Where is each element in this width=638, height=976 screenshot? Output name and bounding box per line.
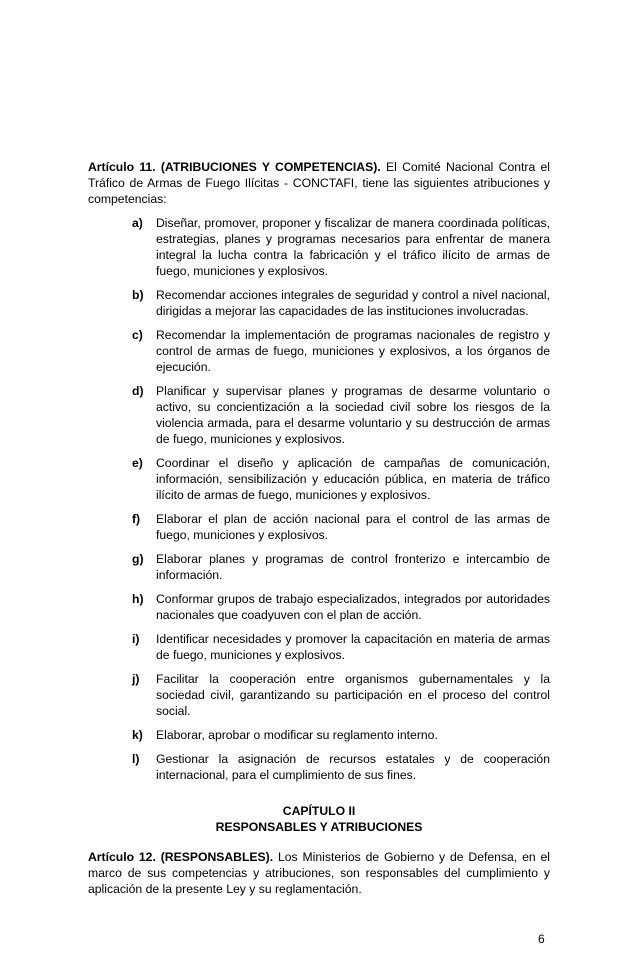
list-item	[88, 287, 550, 319]
article-12-heading: Artículo 12. (RESPONSABLES).	[88, 850, 274, 864]
item-text: Elaborar, aprobar o modificar su reglamento interno.	[156, 728, 438, 742]
list-item	[88, 383, 550, 447]
item-letter: d)	[132, 384, 144, 398]
page-content	[88, 159, 550, 897]
item-text: Identificar necesidades y promover la capacitación en materia de armas de fuego, municiones y explosivos.	[156, 632, 550, 662]
item-text: Elaborar el plan de acción nacional para el control de las armas de fuego, municiones y explosivos.	[156, 512, 550, 542]
chapter-title: RESPONSABLES Y ATRIBUCIONES	[215, 820, 423, 834]
list-item	[88, 751, 550, 783]
item-letter: j)	[132, 672, 140, 686]
item-text: Planificar y supervisar planes y programas de desarme voluntario o activo, su concientización a la sociedad civil sobre los riesgos de la violencia armada, para el desarme voluntario y su destrucción de armas de fuego, municiones y explosivos.	[156, 384, 550, 446]
item-letter: k)	[132, 728, 143, 742]
article-12-text: Los Ministerios de Gobierno y de Defensa, en el marco de sus competencias y atribuciones, son responsables del cumplimiento y aplicación de la presente Ley y su reglamentación.	[88, 850, 550, 896]
article-12	[88, 849, 550, 897]
item-text: Elaborar planes y programas de control fronterizo e intercambio de información.	[156, 552, 550, 582]
article-11-heading: Artículo 11. (ATRIBUCIONES Y COMPETENCIAS).	[88, 160, 381, 174]
item-letter: c)	[132, 328, 143, 342]
item-text: Gestionar la asignación de recursos estatales y de cooperación internacional, para el cumplimiento de sus fines.	[156, 752, 550, 782]
item-text: Facilitar la cooperación entre organismos gubernamentales y la sociedad civil, garantizando su participación en el proceso del control social.	[156, 672, 550, 718]
item-letter: g)	[132, 552, 144, 566]
item-letter: e)	[132, 456, 143, 470]
page-number: 6	[538, 932, 545, 946]
item-letter: f)	[132, 512, 141, 526]
item-letter: h)	[132, 592, 144, 606]
list-item	[88, 215, 550, 279]
item-letter: i)	[132, 632, 140, 646]
item-letter: a)	[132, 216, 143, 230]
article-11	[88, 159, 550, 207]
list-item	[88, 727, 550, 743]
list-item	[88, 631, 550, 663]
list-item	[88, 591, 550, 623]
item-text: Diseñar, promover, proponer y fiscalizar de manera coordinada políticas, estrategias, planes y programas necesarios para enfrentar de manera integral la lucha contra la fabricación y el tráfico ilícito de armas de fuego, municiones y explosivos.	[156, 216, 550, 278]
list-item	[88, 327, 550, 375]
item-text: Recomendar la implementación de programas nacionales de registro y control de armas de fuego, municiones y explosivos, a los órganos de ejecución.	[156, 328, 550, 374]
item-text: Coordinar el diseño y aplicación de campañas de comunicación, información, sensibilización y educación pública, en materia de tráfico ilícito de armas de fuego, municiones y explosivos.	[156, 456, 550, 502]
list-item	[88, 671, 550, 719]
item-letter: b)	[132, 288, 144, 302]
list-item	[88, 511, 550, 543]
list-item	[88, 455, 550, 503]
chapter-heading	[88, 803, 550, 835]
list-item	[88, 551, 550, 583]
item-text: Recomendar acciones integrales de seguridad y control a nivel nacional, dirigidas a mejorar las capacidades de las instituciones involucradas.	[156, 288, 550, 318]
chapter-number: CAPÍTULO II	[282, 804, 356, 818]
article-11-items	[88, 215, 550, 783]
item-text: Conformar grupos de trabajo especializados, integrados por autoridades nacionales que coadyuven con el plan de acción.	[156, 592, 550, 622]
article-11-text: El Comité Nacional Contra el Tráfico de Armas de Fuego Ilícitas - CONCTAFI, tiene las siguientes atribuciones y competencias:	[88, 160, 550, 206]
item-letter: l)	[132, 752, 140, 766]
